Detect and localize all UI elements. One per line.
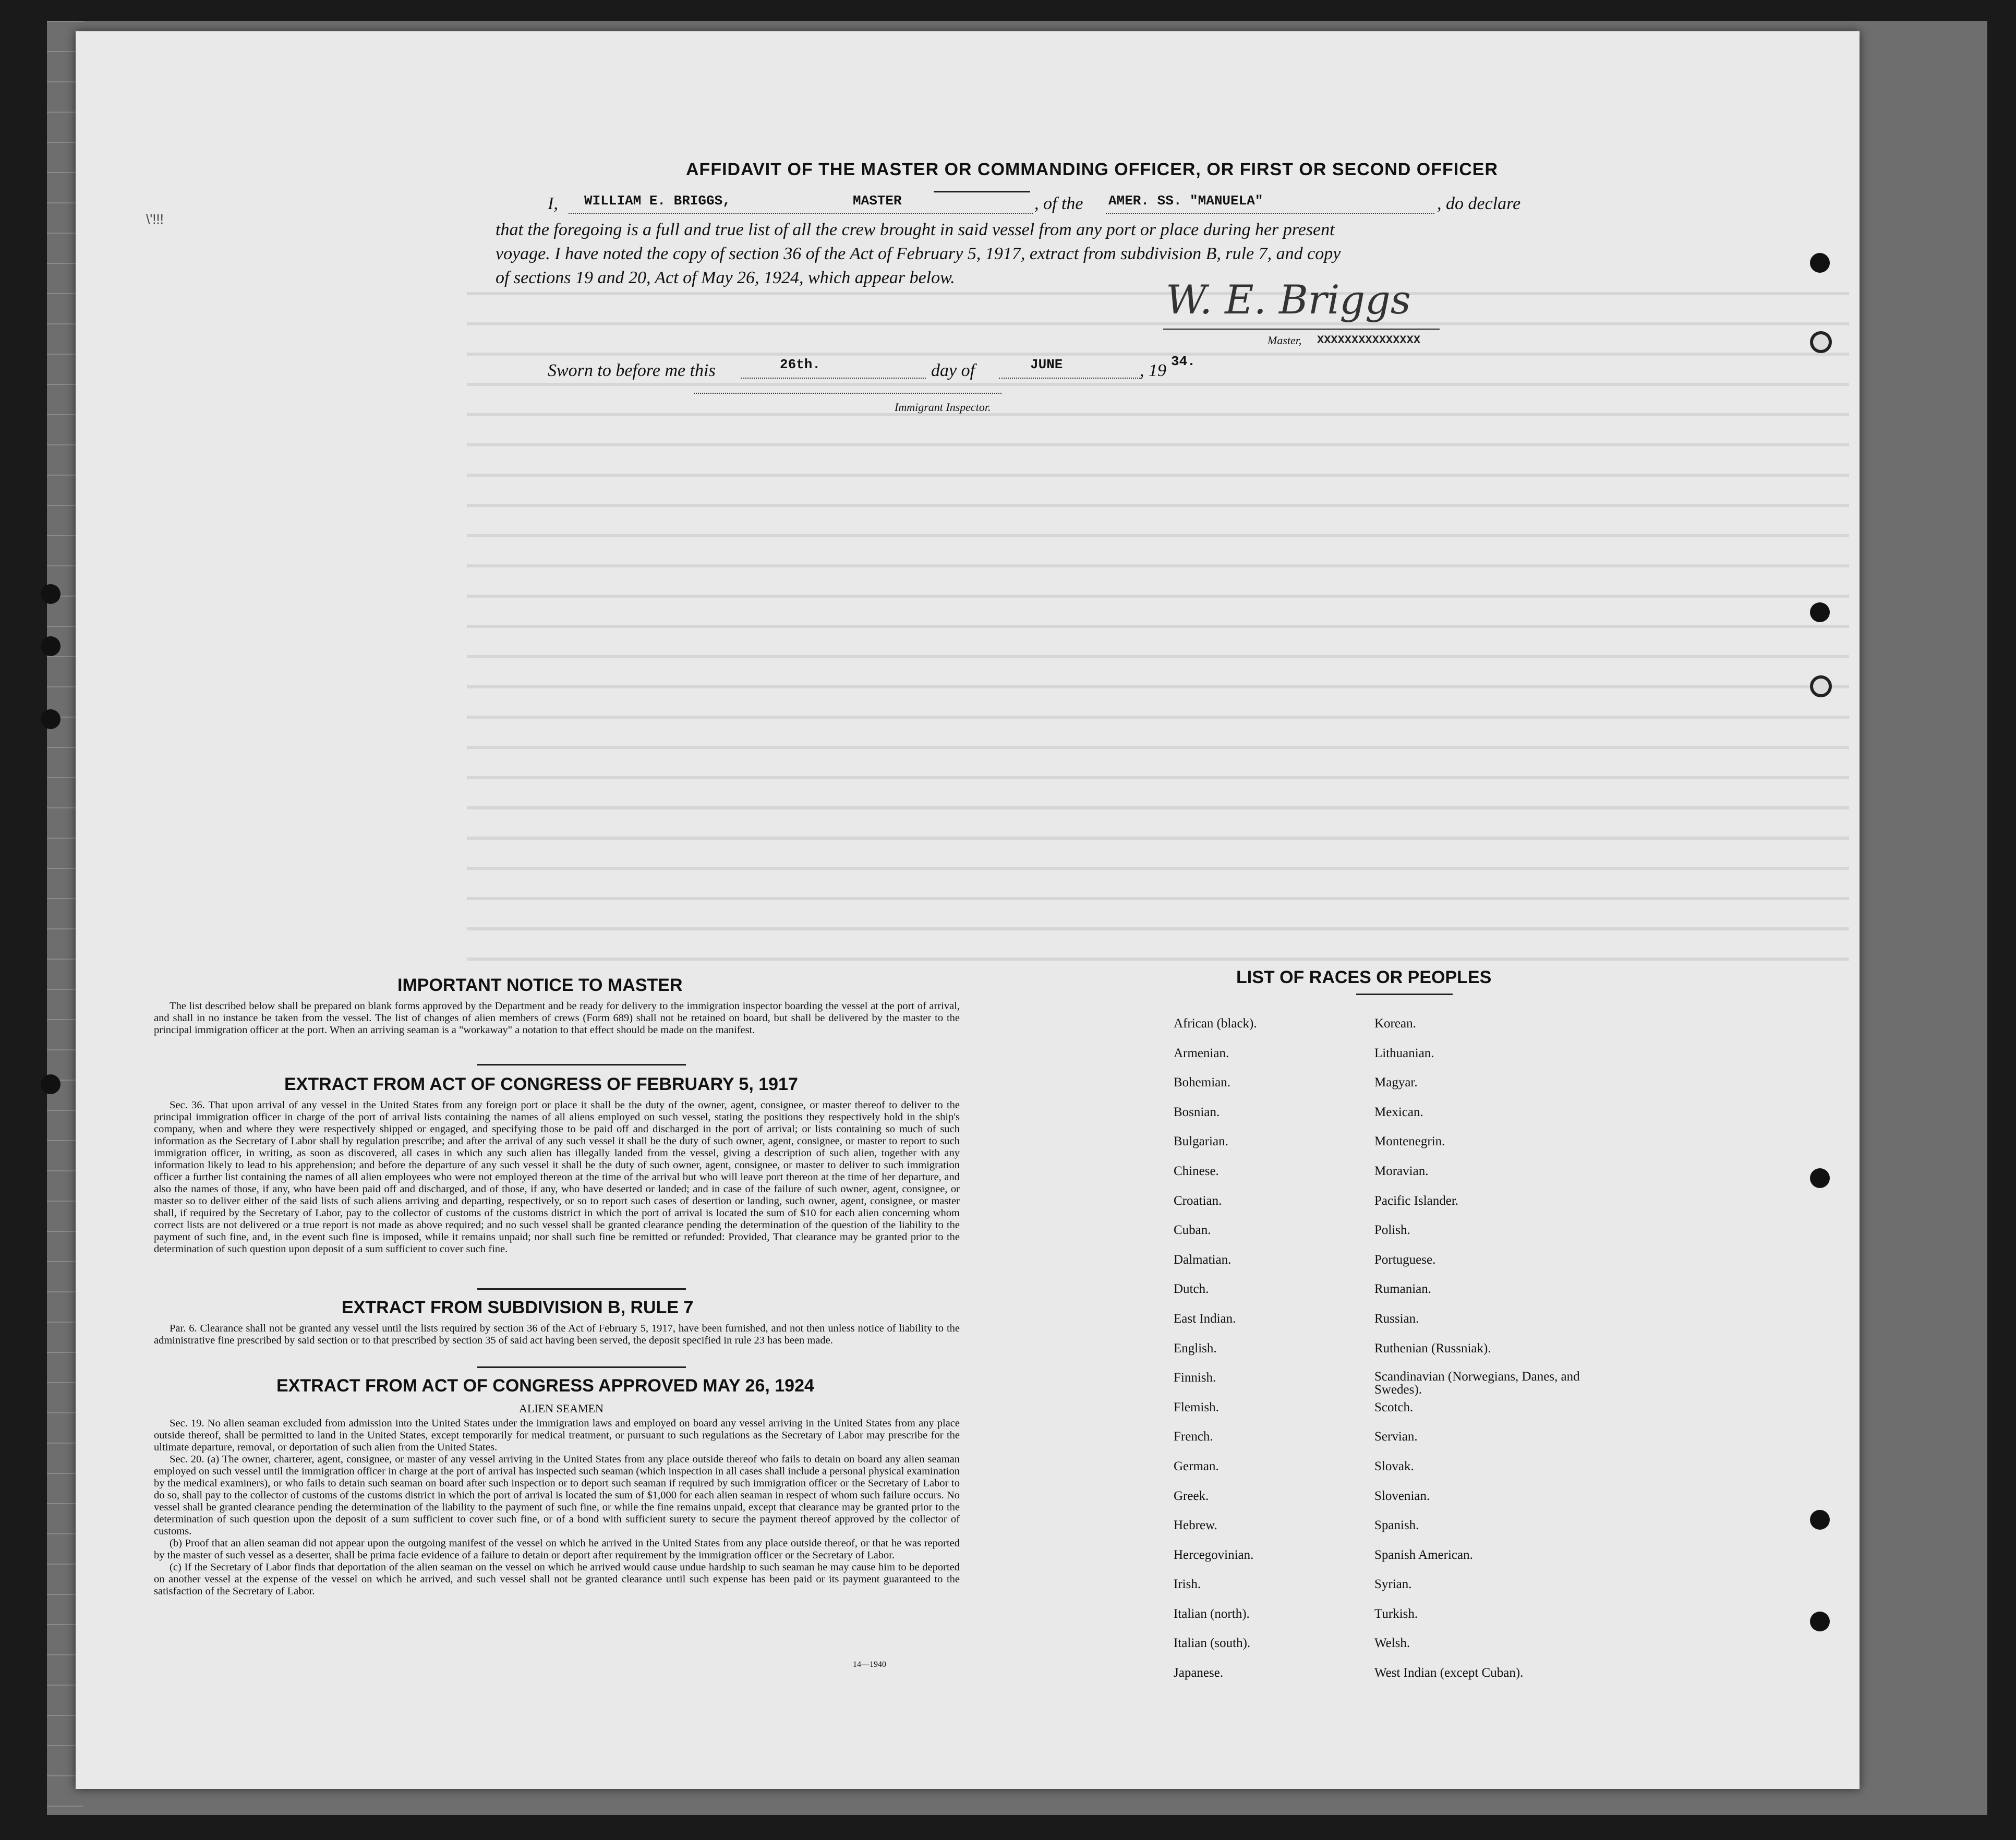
races-column-left bbox=[1174, 1016, 1257, 1695]
extract-rule7-title: EXTRACT FROM SUBDIVISION B, RULE 7 bbox=[342, 1298, 694, 1317]
struck-officer-label: XXXXXXXXXXXXXXX bbox=[1317, 334, 1421, 347]
binder-hole bbox=[1810, 1168, 1830, 1188]
sec-20c-paragraph: (c) If the Secretary of Labor finds that deportation of the alien seaman on the vessel on which he arrived would cause undue hardship to such seaman he may cause him to be deported on another vessel at the expense of the vessel on which he arrived, and such vessel shall not be granted clearance until such expense has been paid or its payment guaranteed to the satisfaction of the Secretary of Labor. bbox=[154, 1561, 960, 1597]
master-signature: W. E. Briggs bbox=[1166, 276, 1411, 323]
form-number: 14—1940 bbox=[853, 1660, 886, 1669]
vessel-line bbox=[1106, 213, 1434, 214]
race-item: Pacific Islander. bbox=[1374, 1193, 1459, 1208]
race-item: Flemish. bbox=[1174, 1400, 1219, 1414]
race-item: Japanese. bbox=[1174, 1666, 1224, 1680]
race-item: Armenian. bbox=[1174, 1046, 1229, 1060]
race-item: Spanish. bbox=[1374, 1518, 1419, 1533]
race-item: Chinese. bbox=[1174, 1164, 1219, 1178]
race-item: Slovenian. bbox=[1374, 1488, 1430, 1503]
vessel-name: AMER. SS. "MANUELA" bbox=[1108, 193, 1263, 209]
notice-body bbox=[154, 1000, 960, 1036]
sworn-day: 26th. bbox=[780, 357, 821, 372]
race-item: Lithuanian. bbox=[1374, 1046, 1434, 1060]
race-item: Bulgarian. bbox=[1174, 1134, 1228, 1149]
binder-hole bbox=[1810, 675, 1832, 697]
day-of-label: day of bbox=[931, 361, 975, 380]
race-item: Irish. bbox=[1174, 1577, 1201, 1592]
affidavit-line-2: that the foregoing is a full and true list of all the crew brought in said vessel from any port or place during her present bbox=[496, 220, 1335, 239]
title-rule bbox=[934, 191, 1030, 192]
races-title-rule bbox=[1356, 994, 1453, 995]
day-line bbox=[741, 378, 926, 379]
binder-hole bbox=[41, 1074, 61, 1094]
race-item: West Indian (except Cuban). bbox=[1374, 1666, 1524, 1680]
race-item: Hercegovinian. bbox=[1174, 1547, 1254, 1562]
binder-hole bbox=[1810, 1510, 1830, 1530]
race-item: Welsh. bbox=[1374, 1636, 1410, 1651]
race-item: Scandinavian (Norwegians, Danes, and Swedes). bbox=[1374, 1370, 1580, 1397]
notice-paragraph: The list described below shall be prepared on blank forms approved by the Department and be ready for delivery to the immigration inspector boarding the vessel at the port of arrival, and shall in no instance be taken from the vessel. The list of changes of alien members of crews (Form 689) shall not be retained on board, but shall be delivered by the master to the principal immigration officer at the port. When an arriving seaman is a "workaway" a notation to that effect should be made on the manifest. bbox=[154, 1000, 960, 1036]
binder-hole bbox=[1810, 331, 1832, 353]
sec-19-paragraph: Sec. 19. No alien seaman excluded from admission into the United States under the immigration laws and employed on board any vessel arriving in the United States from any place outside thereof, shall be permitted to land in the United States, except temporarily for medical treatment, or pursuant to such regulations as the Secretary of Labor may prescribe for the ultimate departure, removal, or deportation of such alien from the United States. bbox=[154, 1418, 960, 1453]
sec-20b-paragraph: (b) Proof that an alien seaman did not appear upon the outgoing manifest of the vessel on which he arrived in the United States from any place outside thereof, or that he was reported by the master of such vessel as a deserter, shall be prima facie evidence of a failure to detain or deport after requirement by the immigration officer or the Secretary of Labor. bbox=[154, 1538, 960, 1561]
race-item: Dutch. bbox=[1174, 1282, 1209, 1297]
manifest-page bbox=[76, 31, 1860, 1789]
extract-rule7-paragraph: Par. 6. Clearance shall not be granted any vessel until the lists required by section 36 of the Act of February 5, 1917, have been furnished, and not then unless notice of liability to the administrative fine prescribed by said section or to that prescribed by section 35 of said act having been served, the deposit specified in rule 23 has been made. bbox=[154, 1323, 960, 1346]
pronoun-label: I, bbox=[548, 194, 558, 213]
signature-line bbox=[1163, 329, 1440, 330]
declare-label: , do declare bbox=[1437, 194, 1521, 213]
race-item: Hebrew. bbox=[1174, 1518, 1217, 1533]
race-item: Montenegrin. bbox=[1374, 1134, 1445, 1149]
margin-mark: \'!!! bbox=[146, 211, 164, 227]
binder-hole bbox=[41, 636, 61, 656]
extract-1917-paragraph: Sec. 36. That upon arrival of any vessel in the United States from any foreign port or place it shall be the duty of the owner, agent, consignee, or master thereof to deliver to the principal immigration officer in charge of the port of arrival lists containing the names of all aliens employed on such vessel, stating the positions they respectively hold in the ship's company, when and where they were respectively shipped or engaged, and specifying those to be paid off and discharged in the port of arrival; or lists containing so much of such information as the Secretary of Labor shall by regulation prescribe; and after the arrival of any such vessel it shall be the duty of such owner, agent, consignee, or master to report to such immigration officer, in writing, as soon as discovered, all cases in which any such alien has illegally landed from the vessel, giving a description of such alien, together with any information likely to lead to his apprehension; and before the departure of any such vessel it shall be the duty of such owner, agent, consignee, or master to deliver to such immigration officer a further list containing the names of all alien employees who were not employed thereon at the time of the arrival but who will leave port thereon at the time of her departure, and also the names of those, if any, who have been paid off and discharged, and of those, if any, who have deserted or landed; and in case of the failure of such owner, agent, consignee, or master so to deliver either of the said lists of such aliens arriving and departing, respectively, or so to report such cases of desertion or landing, such owner, agent, consignee, or master shall, if required by the Secretary of Labor, pay to the collector of customs of the customs district in which the port of arrival is located the sum of $10 for each alien concerning whom correct lists are not delivered or a true report is not made as above required; and no such vessel shall be granted clearance pending the determination of the question of the liability to the payment of such fine, and, in the event such fine is imposed, while it remains unpaid; nor shall such fine be remitted or refunded: Provided, That clearance may be granted prior to the determination of such question upon deposit of a sum sufficient to cover such fine. bbox=[154, 1099, 960, 1255]
notice-title: IMPORTANT NOTICE TO MASTER bbox=[397, 975, 683, 995]
race-item: Ruthenian (Russniak). bbox=[1374, 1341, 1491, 1355]
race-item: Spanish American. bbox=[1374, 1547, 1473, 1562]
race-item: Turkish. bbox=[1374, 1606, 1418, 1621]
affidavit-title: AFFIDAVIT OF THE MASTER OR COMMANDING OFFICER, OR FIRST OR SECOND OFFICER bbox=[686, 160, 1498, 179]
binder-hole bbox=[1810, 1612, 1830, 1631]
race-item: Magyar. bbox=[1374, 1075, 1418, 1090]
race-item: German. bbox=[1174, 1459, 1219, 1473]
sworn-month: JUNE bbox=[1030, 357, 1063, 372]
binder-hole bbox=[41, 709, 61, 729]
master-rank: MASTER bbox=[853, 193, 902, 209]
race-item: French. bbox=[1174, 1430, 1213, 1444]
affidavit-line-3: voyage. I have noted the copy of section 36 of the Act of February 5, 1917, extract from subdivision B, rule 7, and copy bbox=[496, 244, 1341, 263]
extract-1924-title: EXTRACT FROM ACT OF CONGRESS APPROVED MAY 26, 1924 bbox=[276, 1376, 814, 1396]
race-item: Dalmatian. bbox=[1174, 1252, 1232, 1267]
race-item: Portuguese. bbox=[1374, 1252, 1436, 1267]
binder-hole bbox=[1810, 602, 1830, 622]
race-item: Bohemian. bbox=[1174, 1075, 1231, 1090]
race-item: Rumanian. bbox=[1374, 1282, 1432, 1297]
divider bbox=[477, 1288, 686, 1290]
races-column-right bbox=[1374, 1016, 1594, 1695]
extract-rule7-body bbox=[154, 1323, 960, 1347]
race-item: Servian. bbox=[1374, 1430, 1418, 1444]
race-item: Croatian. bbox=[1174, 1193, 1222, 1208]
race-item: Italian (north). bbox=[1174, 1606, 1250, 1621]
extract-1917-body bbox=[154, 1099, 960, 1255]
of-the-label: , of the bbox=[1034, 194, 1083, 213]
race-item: Syrian. bbox=[1374, 1577, 1412, 1592]
race-item: Cuban. bbox=[1174, 1223, 1211, 1238]
divider bbox=[477, 1064, 686, 1066]
sec-20a-paragraph: Sec. 20. (a) The owner, charterer, agent, consignee, or master of any vessel arriving in the United States from any place outside thereof who fails to detain on board any alien seaman employed on such vessel until the immigration officer in charge at the port of arrival has inspected such seaman (which inspection in all cases shall include a personal physical examination by the medical examiners), or who fails to detain such seaman on board after such inspection or to deport such seaman if required by such immigration officer or the Secretary of Labor to do so, shall pay to the collector of customs of the customs district in which the port of arrival is located the sum of $1,000 for each alien seaman in respect of whom such failure occurs. No vessel shall be granted clearance pending the determination of the liability to the payment of such fine, or while the fine remains unpaid, except that clearance may be granted prior to the determination of such question upon the deposit of a sum sufficient to cover such fine, or of a bond with sufficient surety to secure the payment thereof approved by the collector of customs. bbox=[154, 1454, 960, 1537]
binder-hole bbox=[41, 584, 61, 604]
race-item: Korean. bbox=[1374, 1016, 1416, 1031]
master-label: Master, bbox=[1267, 334, 1302, 347]
race-item: Mexican. bbox=[1374, 1105, 1423, 1119]
extract-1917-title: EXTRACT FROM ACT OF CONGRESS OF FEBRUARY 5, 1917 bbox=[284, 1074, 798, 1094]
affidavit-line-4: of sections 19 and 20, Act of May 26, 1924, which appear below. bbox=[496, 268, 955, 287]
race-item: Greek. bbox=[1174, 1488, 1209, 1503]
race-item: Slovak. bbox=[1374, 1459, 1414, 1473]
month-line bbox=[999, 378, 1142, 379]
inspector-label: Immigrant Inspector. bbox=[895, 401, 991, 414]
race-item: Moravian. bbox=[1374, 1164, 1429, 1178]
master-name: WILLIAM E. BRIGGS, bbox=[584, 193, 731, 209]
race-item: Polish. bbox=[1374, 1223, 1410, 1238]
sworn-label: Sworn to before me this bbox=[548, 361, 716, 380]
race-item: African (black). bbox=[1174, 1016, 1257, 1031]
inspector-line bbox=[694, 393, 1001, 394]
year-prefix: , 19 bbox=[1140, 361, 1166, 380]
race-item: Scotch. bbox=[1374, 1400, 1414, 1414]
race-item: Bosnian. bbox=[1174, 1105, 1220, 1119]
divider bbox=[477, 1366, 686, 1368]
binder-hole bbox=[1810, 253, 1830, 273]
race-item: Italian (south). bbox=[1174, 1636, 1251, 1651]
race-item: Russian. bbox=[1374, 1311, 1419, 1326]
extract-1924-body bbox=[154, 1418, 960, 1597]
race-item: English. bbox=[1174, 1341, 1217, 1355]
sworn-year: 34. bbox=[1171, 354, 1196, 369]
race-item: Finnish. bbox=[1174, 1371, 1216, 1385]
race-item: East Indian. bbox=[1174, 1311, 1236, 1326]
name-line bbox=[569, 213, 1033, 214]
bleed-through bbox=[467, 292, 1849, 970]
alien-seamen-subtitle: ALIEN SEAMEN bbox=[519, 1402, 603, 1415]
races-title: LIST OF RACES OR PEOPLES bbox=[1236, 967, 1492, 987]
